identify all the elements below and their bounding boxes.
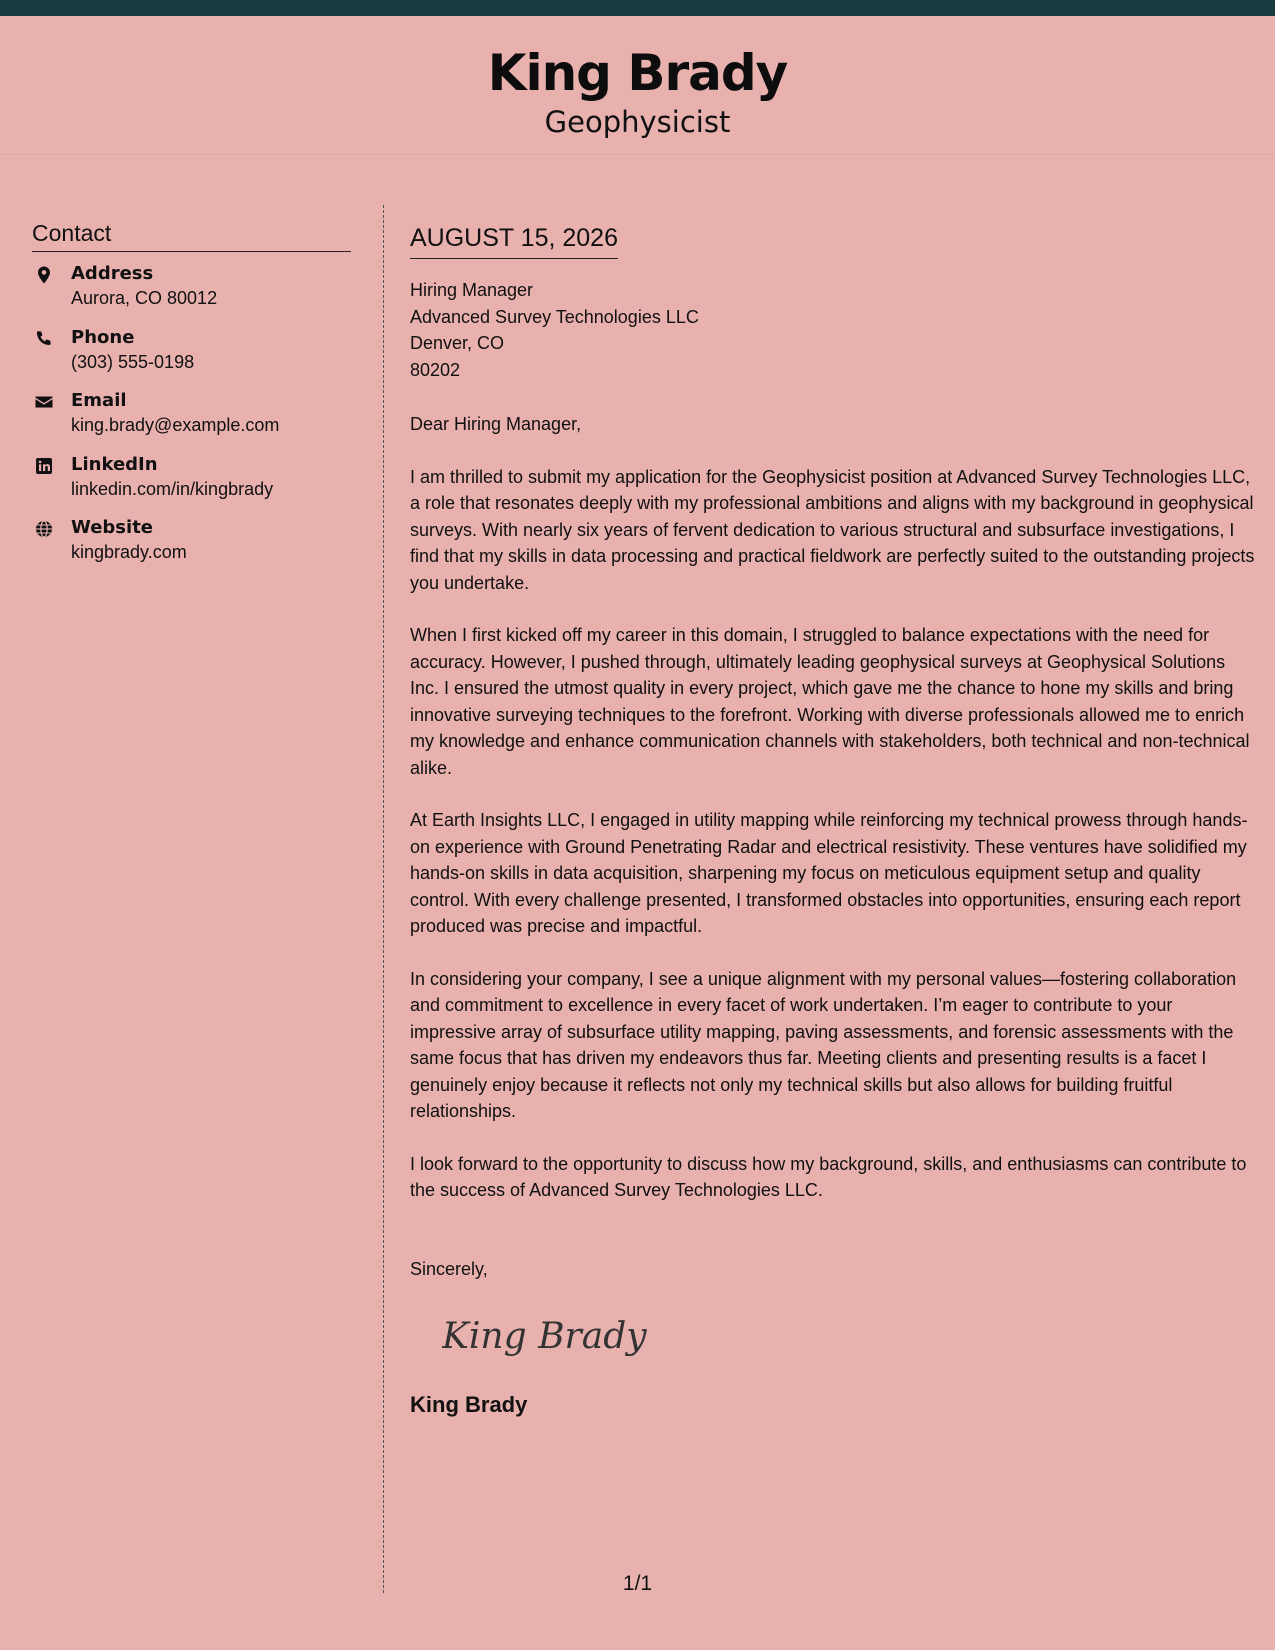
letter-paragraph: At Earth Insights LLC, I engaged in utility mapping while reinforcing my technical prowess through hands-on experience with Ground Penetrating Radar and electrical resistivity. These ventures have solidified my hands-on skills in data acquisition, sharpening my focus on meticulous equipment setup and quality control. With every challenge presented, I transformed obstacles into opportunities, ensuring each report produced was precise and impactful.	[410, 810, 1248, 936]
contact-label: Phone	[71, 326, 135, 348]
column-divider	[383, 205, 384, 1593]
contact-label: Address	[71, 263, 154, 284]
closing: Sincerely,	[410, 1258, 488, 1279]
signature-text: King Brady	[442, 1316, 647, 1357]
recipient-line: Hiring Manager	[410, 280, 534, 300]
envelope-icon	[34, 392, 54, 412]
contact-item-email	[32, 389, 351, 453]
contact-value-email: king.brady@example.com	[71, 415, 280, 435]
contact-item-website	[32, 516, 351, 580]
letter-paragraph: In considering your company, I see a unique alignment with my personal values—fostering collaboration and commitment to excellence in every facet of work undertaken. I’m eager to contribute to your impressive array of subsurface utility mapping, paving assessments, and forensic assessments with the same focus that has driven my endeavors thus far. Meeting clients and presenting results is a facet I genuinely enjoy because it reflects not only my technical skills but also allows for building fruitful relationships.	[410, 968, 1237, 1121]
letter-body	[410, 222, 1255, 1419]
contact-value-address: Aurora, CO 80012	[71, 288, 218, 308]
contact-label: Email	[71, 390, 127, 411]
letter-paragraph: When I first kicked off my career in this domain, I struggled to balance expectations with the need for accuracy. However, I pushed through, ultimately leading geophysical surveys at Geophysical Solutions Inc. I ensured the utmost quality in every project, which gave me the chance to hone my skills and bring innovative surveying techniques to the forefront. Working with diverse professionals allowed me to enrich my knowledge and enhance communication channels with stakeholders, both technical and non-technical alike.	[410, 625, 1250, 778]
applicant-name: King Brady	[487, 44, 788, 102]
handwritten-signature	[442, 1308, 662, 1364]
applicant-role: Geophysicist	[544, 105, 731, 139]
page-number: 1/1	[622, 1572, 653, 1595]
recipient-line: Denver, CO	[410, 333, 505, 353]
contact-item-address	[32, 262, 351, 326]
contact-item-phone	[32, 326, 351, 390]
greeting: Dear Hiring Manager,	[410, 414, 582, 434]
letter-date: AUGUST 15, 2026	[410, 222, 618, 259]
contact-label: LinkedIn	[71, 453, 158, 475]
phone-icon	[34, 329, 54, 349]
page-header	[0, 16, 1275, 155]
recipient-line: 80202	[410, 359, 461, 380]
contact-list	[32, 262, 351, 580]
globe-icon	[34, 519, 54, 539]
recipient-line: Advanced Survey Technologies LLC	[410, 306, 699, 327]
letter-paragraph: I look forward to the opportunity to discuss how my background, skills, and enthusiasms can contribute to the success of Advanced Survey Technologies LLC.	[410, 1153, 1247, 1200]
recipient-block	[410, 277, 1255, 383]
top-accent-bar	[0, 0, 1275, 16]
contact-item-linkedin	[32, 453, 351, 517]
contact-heading: Contact	[32, 218, 351, 252]
signed-name: King Brady	[410, 1392, 528, 1417]
contact-sidebar	[32, 218, 351, 580]
letter-paragraph: I am thrilled to submit my application for the Geophysicist position at Advanced Survey Technologies LLC, a role that resonates deeply with my professional ambitions and aligns with my background in geophysical surveys. With nearly six years of fervent dedication to various structural and subsurface investigations, I find that my skills in data processing and practical fieldwork are perfectly suited to the outstanding projects you undertake.	[410, 466, 1255, 593]
contact-label: Website	[71, 517, 154, 538]
contact-value-phone: (303) 555-0198	[71, 351, 195, 372]
contact-value-website: kingbrady.com	[71, 542, 187, 562]
linkedin-icon	[34, 456, 54, 476]
contact-value-linkedin: linkedin.com/in/kingbrady	[71, 478, 274, 499]
map-pin-icon	[34, 265, 54, 285]
